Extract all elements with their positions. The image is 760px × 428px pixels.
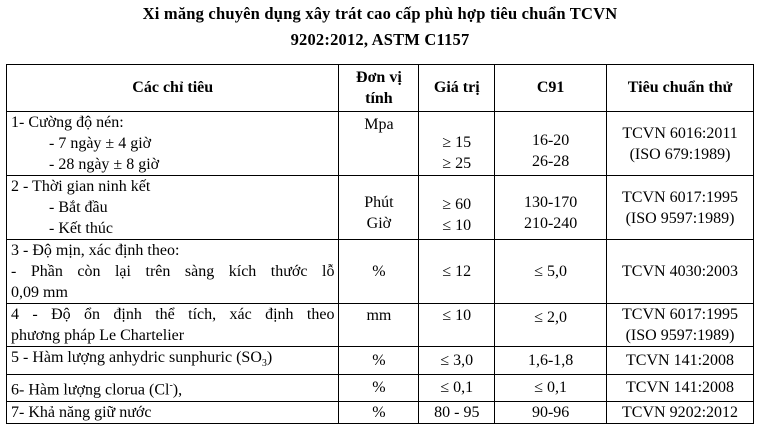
row3-standard: TCVN 4030:2003 [607, 240, 754, 304]
unit-value: mm [366, 307, 392, 324]
row4-c91 [495, 304, 607, 347]
standard-line: TCVN 6016:2011 [622, 124, 738, 142]
criteria-subscript: 3 [261, 358, 267, 370]
specification-table [6, 64, 754, 424]
row2-criteria [7, 176, 339, 240]
c91-line: 16-20 [531, 131, 570, 149]
value-line: ≤ 10 [442, 307, 472, 324]
table-row [7, 240, 754, 304]
standard-line: (ISO 679:1989) [629, 145, 731, 163]
standard-line: TCVN 6017:1995 [622, 188, 739, 206]
row7-c91: 90-96 [495, 401, 607, 423]
row3-criteria [7, 240, 339, 304]
row6-c91: ≤ 0,1 [495, 375, 607, 401]
c91-line: 26-28 [531, 152, 570, 170]
criteria-superscript: - [169, 380, 173, 392]
criteria-line: - Bắt đầu [49, 199, 108, 216]
unit-line: Giờ [366, 214, 392, 232]
row5-c91: 1,6-1,8 [495, 347, 607, 375]
row2-unit [339, 176, 419, 240]
row6-value: ≤ 0,1 [419, 375, 495, 401]
criteria-line: 1- Cường độ nén: [11, 114, 124, 131]
row5-standard: TCVN 141:2008 [607, 347, 754, 375]
criteria-line: 3 - Độ mịn, xác định theo: [11, 242, 180, 259]
row2-c91 [495, 176, 607, 240]
table-header-row [7, 65, 754, 112]
c91-line: 130-170 [523, 193, 578, 211]
table-row [7, 112, 754, 176]
header-c91: C91 [495, 65, 607, 112]
criteria-line: - Kết thúc [49, 220, 113, 237]
row5-criteria [7, 347, 339, 375]
row3-unit: % [339, 240, 419, 304]
table-row [7, 375, 754, 401]
header-unit [339, 65, 419, 112]
header-criteria: Các chỉ tiêu [7, 65, 339, 112]
table-row [7, 304, 754, 347]
criteria-line: phương pháp Le Chartelier [11, 327, 185, 344]
document-title-line-1: Xi măng chuyên dụng xây trát cao cấp phù hợp tiêu chuẩn TCVN [142, 4, 618, 23]
criteria-text-end: ) [266, 349, 273, 366]
row1-value [419, 112, 495, 176]
header-unit-line-1: Đơn vị [356, 69, 402, 86]
row7-unit: % [339, 401, 419, 423]
row3-value: ≤ 12 [419, 240, 495, 304]
row5-unit: % [339, 347, 419, 375]
criteria-line: 4 - Độ ổn định thể tích, xác định theo [11, 306, 335, 323]
criteria-text: 5 - Hàm lượng anhydric sunphuric (SO [11, 349, 262, 366]
row4-value [419, 304, 495, 347]
row1-criteria [7, 112, 339, 176]
value-line: ≥ 15 [442, 133, 472, 151]
criteria-line: 0,09 mm [11, 284, 68, 301]
c91-line: 210-240 [523, 214, 578, 232]
row1-c91 [495, 112, 607, 176]
value-line: ≥ 60 [442, 195, 472, 213]
row7-standard: TCVN 9202:2012 [607, 401, 754, 423]
c91-line: ≤ 2,0 [534, 309, 568, 326]
row6-unit: % [339, 375, 419, 401]
value-line: ≤ 10 [442, 216, 472, 234]
document-title-line-2: 9202:2012, ASTM C1157 [290, 30, 470, 49]
row1-standard [607, 112, 754, 176]
row6-criteria [7, 375, 339, 401]
criteria-line: - 7 ngày ± 4 giờ [49, 135, 152, 152]
row2-standard [607, 176, 754, 240]
header-value: Giá trị [419, 65, 495, 112]
row5-value: ≤ 3,0 [419, 347, 495, 375]
criteria-text: 6- Hàm lượng clorua (Cl [11, 381, 170, 399]
row2-value [419, 176, 495, 240]
standard-line: TCVN 6017:1995 [622, 306, 739, 323]
row3-c91: ≤ 5,0 [495, 240, 607, 304]
table-row [7, 347, 754, 375]
unit-value: Mpa [364, 116, 394, 133]
row4-standard [607, 304, 754, 347]
row6-standard: TCVN 141:2008 [607, 375, 754, 401]
criteria-line: 2 - Thời gian ninh kết [11, 178, 151, 195]
standard-line: (ISO 9597:1989) [625, 327, 735, 344]
table-row [7, 401, 754, 423]
criteria-line: - 28 ngày ± 8 giờ [49, 156, 160, 173]
unit-line: Phút [364, 193, 394, 211]
table-row [7, 176, 754, 240]
standard-line: (ISO 9597:1989) [625, 209, 735, 227]
row1-unit [339, 112, 419, 176]
row7-value: 80 - 95 [419, 401, 495, 423]
criteria-text-end: ), [172, 381, 183, 399]
row7-criteria: 7- Khả năng giữ nước [7, 401, 339, 423]
header-standard: Tiêu chuẩn thử [607, 65, 754, 112]
row4-unit [339, 304, 419, 347]
value-line: ≥ 25 [442, 154, 472, 172]
row4-criteria [7, 304, 339, 347]
header-unit-line-2: tính [365, 90, 393, 107]
criteria-line: - Phần còn lại trên sàng kích thước lỗ [11, 263, 335, 280]
